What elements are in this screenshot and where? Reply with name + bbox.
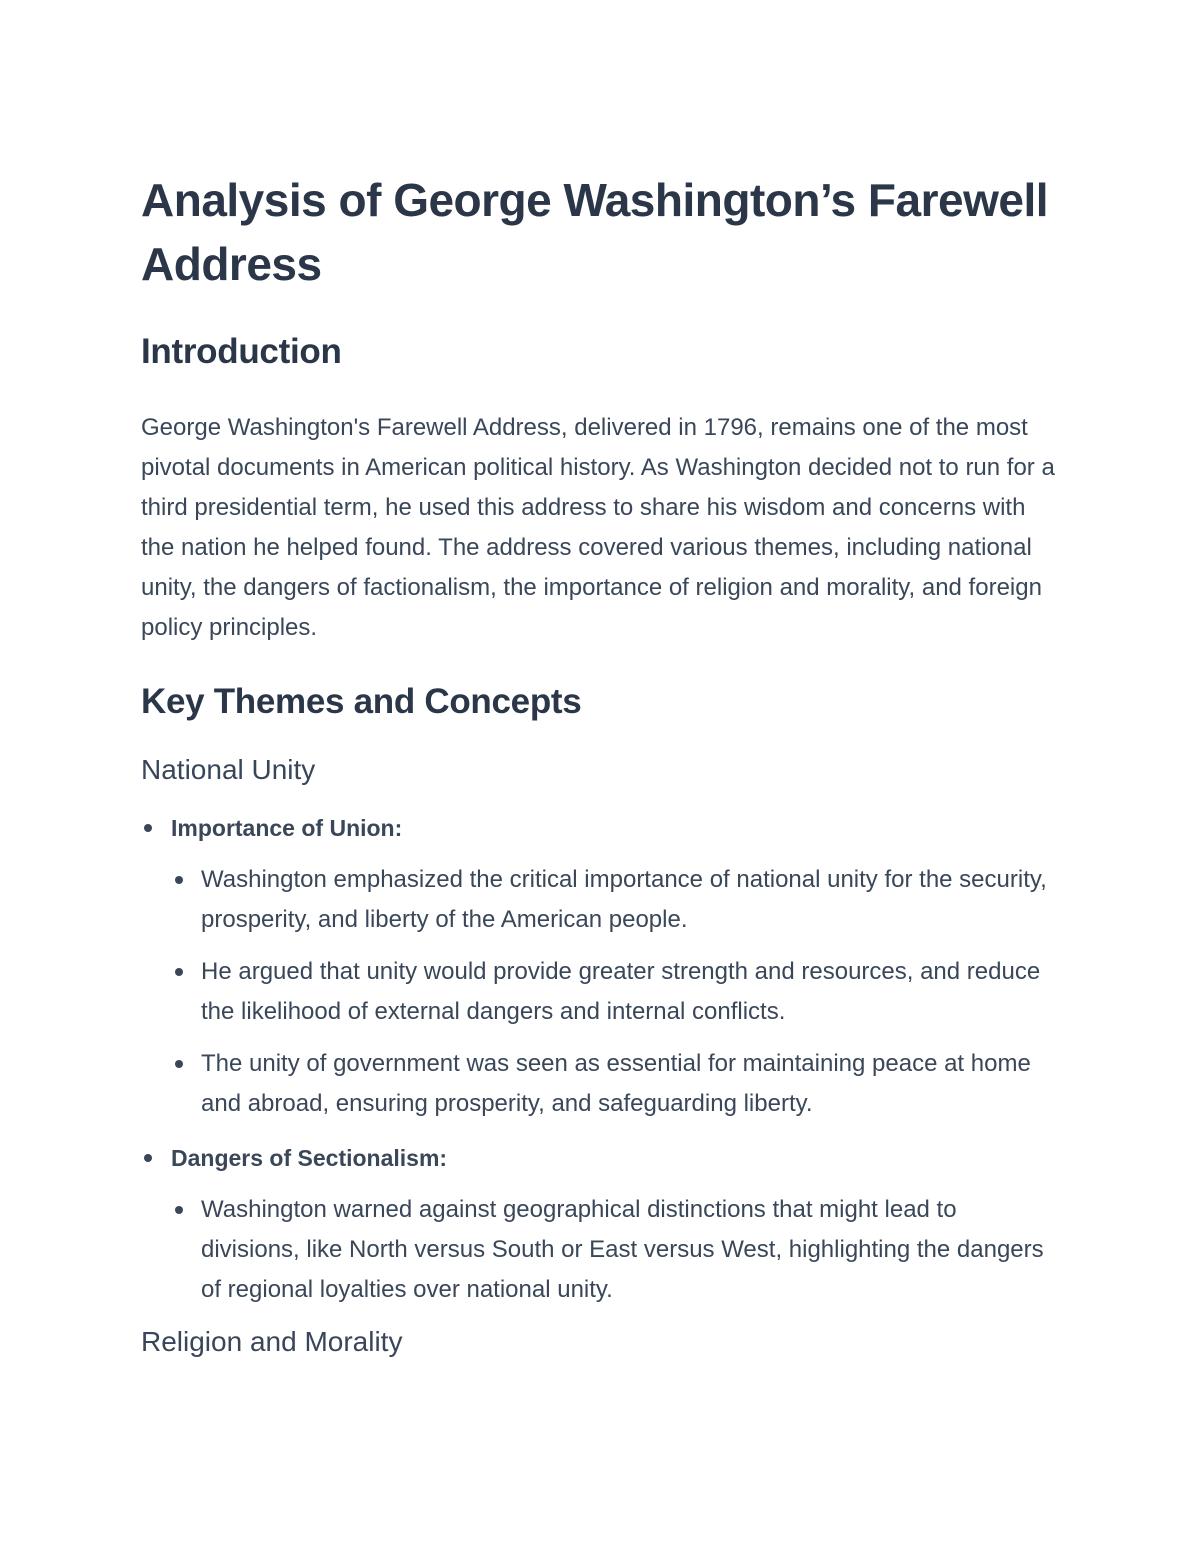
page-title: Analysis of George Washington’s Farewell Address bbox=[141, 174, 1049, 290]
religion-morality-heading: Religion and Morality bbox=[141, 1326, 403, 1357]
sub-list-item-text: Washington emphasized the critical importance of national unity for the security, prosperity, and liberty of the American people. bbox=[201, 866, 1047, 933]
sub-list-item-text: Washington warned against geographical distinctions that might lead to divisions, like North versus South or East versus West, highlighting the dangers of regional loyalties over national unity. bbox=[201, 1196, 1044, 1303]
sub-list bbox=[171, 1190, 1061, 1310]
document-page bbox=[141, 168, 1061, 1360]
bullet-icon bbox=[144, 824, 152, 832]
list-item bbox=[141, 808, 1061, 1124]
bullet-icon bbox=[175, 1060, 183, 1068]
national-unity-list bbox=[141, 808, 1061, 1310]
national-unity-heading: National Unity bbox=[141, 754, 316, 785]
list-item-label: Importance of Union: bbox=[171, 815, 403, 841]
bullet-icon bbox=[175, 876, 183, 884]
bullet-icon bbox=[144, 1154, 152, 1162]
bullet-icon bbox=[175, 1206, 183, 1214]
sub-list-item bbox=[171, 1190, 1061, 1310]
sub-list bbox=[171, 860, 1061, 1124]
sub-list-item bbox=[171, 860, 1061, 940]
introduction-paragraph: George Washington's Farewell Address, delivered in 1796, remains one of the most pivotal documents in American political history. As Washington decided not to run for a third presidential term, he used this address to share his wisdom and concerns with the nation he helped found. The address covered various themes, including national unity, the dangers of factionalism, the importance of religion and morality, and foreign policy principles. bbox=[141, 414, 1055, 641]
key-themes-heading: Key Themes and Concepts bbox=[141, 682, 582, 721]
introduction-heading: Introduction bbox=[141, 332, 342, 371]
list-item bbox=[141, 1138, 1061, 1310]
sub-list-item bbox=[171, 1044, 1061, 1124]
bullet-icon bbox=[175, 968, 183, 976]
sub-list-item-text: The unity of government was seen as essential for maintaining peace at home and abroad, ensuring prosperity, and safeguarding liberty. bbox=[201, 1050, 1031, 1117]
sub-list-item bbox=[171, 952, 1061, 1032]
sub-list-item-text: He argued that unity would provide greater strength and resources, and reduce the likelihood of external dangers and internal conflicts. bbox=[201, 958, 1041, 1025]
list-item-label: Dangers of Sectionalism: bbox=[171, 1145, 448, 1171]
